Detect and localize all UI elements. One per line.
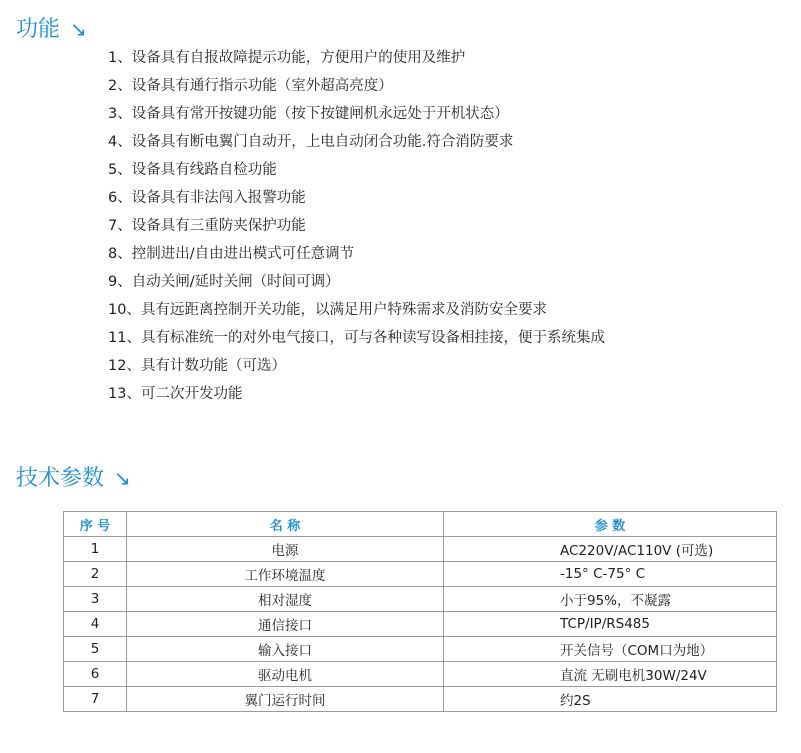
feature-item: 10、具有远距离控制开关功能，以满足用户特殊需求及消防安全要求 bbox=[108, 302, 547, 318]
header-value: 参 数 bbox=[444, 512, 777, 537]
features-title: 功能 bbox=[16, 17, 61, 42]
row-name: 相对湿度 bbox=[127, 587, 444, 612]
specs-table bbox=[63, 511, 777, 712]
row-index: 6 bbox=[64, 662, 127, 687]
row-value: 直流 无刷电机30W/24V bbox=[444, 662, 777, 687]
features-heading bbox=[16, 15, 87, 44]
feature-item: 12、具有计数功能（可选） bbox=[108, 358, 286, 374]
table-row bbox=[64, 662, 777, 687]
feature-item: 7、设备具有三重防夹保护功能 bbox=[108, 218, 306, 234]
feature-item: 1、设备具有自报故障提示功能，方便用户的使用及维护 bbox=[108, 50, 466, 66]
feature-item: 2、设备具有通行指示功能（室外超高亮度） bbox=[108, 78, 393, 94]
feature-item: 3、设备具有常开按键功能（按下按键闸机永远处于开机状态） bbox=[108, 106, 509, 122]
table-row bbox=[64, 587, 777, 612]
row-value: TCP/IP/RS485 bbox=[444, 612, 777, 637]
feature-item: 8、控制进出/自由进出模式可任意调节 bbox=[108, 246, 355, 262]
feature-item: 4、设备具有断电翼门自动开，上电自动闭合功能.符合消防要求 bbox=[108, 134, 514, 150]
feature-item: 6、设备具有非法闯入报警功能 bbox=[108, 190, 306, 206]
specs-title: 技术参数 bbox=[16, 466, 105, 491]
feature-item: 9、自动关闸/延时关闸（时间可调） bbox=[108, 274, 340, 290]
header-index: 序 号 bbox=[64, 512, 127, 537]
row-name: 驱动电机 bbox=[127, 662, 444, 687]
table-row bbox=[64, 562, 777, 587]
features-list bbox=[108, 44, 605, 408]
feature-item: 5、设备具有线路自检功能 bbox=[108, 162, 277, 178]
row-index: 7 bbox=[64, 687, 127, 712]
row-index: 5 bbox=[64, 637, 127, 662]
table-row bbox=[64, 537, 777, 562]
row-value: AC220V/AC110V (可选) bbox=[444, 537, 777, 562]
row-index: 1 bbox=[64, 537, 127, 562]
feature-item: 13、可二次开发功能 bbox=[108, 386, 243, 402]
row-name: 工作环境温度 bbox=[127, 562, 444, 587]
row-name: 通信接口 bbox=[127, 612, 444, 637]
row-value: 小于95%，不凝露 bbox=[444, 587, 777, 612]
row-name: 电源 bbox=[127, 537, 444, 562]
table-row bbox=[64, 612, 777, 637]
row-value: -15° C-75° C bbox=[444, 562, 777, 587]
row-name: 翼门运行时间 bbox=[127, 687, 444, 712]
row-name: 输入接口 bbox=[127, 637, 444, 662]
row-value: 开关信号（COM口为地） bbox=[444, 637, 777, 662]
row-value: 约2S bbox=[444, 687, 777, 712]
row-index: 3 bbox=[64, 587, 127, 612]
header-name: 名 称 bbox=[127, 512, 444, 537]
row-index: 4 bbox=[64, 612, 127, 637]
arrow-down-right-icon: ↘ bbox=[114, 466, 131, 490]
feature-item: 11、具有标准统一的对外电气接口，可与各种读写设备相挂接，便于系统集成 bbox=[108, 330, 605, 346]
specs-heading bbox=[16, 464, 131, 493]
table-row bbox=[64, 637, 777, 662]
table-row bbox=[64, 687, 777, 712]
table-header-row bbox=[64, 512, 777, 537]
row-index: 2 bbox=[64, 562, 127, 587]
arrow-down-right-icon: ↘ bbox=[70, 17, 87, 41]
